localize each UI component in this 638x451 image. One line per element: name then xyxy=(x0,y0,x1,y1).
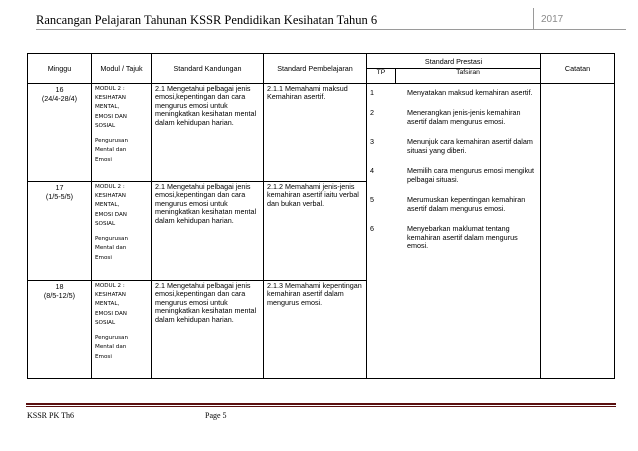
modul-cell xyxy=(92,84,152,182)
tafsiran-text: Merumuskan kepentingan kemahiran asertif dalam mengurus emosi. xyxy=(407,195,526,213)
kandungan-cell: 2.1 Mengetahui pelbagai jenis emosi,kepentingan dan cara mengurus emosi untuk meningkatkan kesihatan mental dalam kehidupan harian. xyxy=(152,281,264,379)
modul-line: MODUL 2 : xyxy=(95,283,125,289)
modul-line: Mental dan xyxy=(95,147,127,154)
tafsiran-text: Menyatakan maksud kemahiran asertif. xyxy=(407,88,533,97)
header-pembelajaran: Standard Pembelajaran xyxy=(264,54,367,84)
header-year: 2017 xyxy=(541,14,564,25)
pembelajaran-cell: 2.1.3 Memahami kepentingan kemahiran asertif dalam mengurus emosi. xyxy=(264,281,367,379)
tafsiran-text: Menunjuk cara kemahiran asertif dalam situasi yang diberi. xyxy=(407,137,533,155)
header-prestasi: Standard Prestasi xyxy=(367,54,541,69)
modul-line: Emosi xyxy=(95,353,112,360)
tafsiran-item xyxy=(370,225,537,250)
tafsiran-item xyxy=(370,196,537,213)
tp-level: 1 xyxy=(370,88,374,97)
page-header xyxy=(10,0,635,33)
header-minggu: Minggu xyxy=(28,54,92,84)
week-cell xyxy=(28,84,92,182)
modul-line: EMOSI DAN xyxy=(95,113,127,120)
catatan-cell xyxy=(541,84,615,379)
table-header-row xyxy=(28,54,615,69)
footer-rule xyxy=(26,403,616,405)
tafsiran-text: Memilih cara mengurus emosi mengikut pelbagai situasi. xyxy=(407,166,535,184)
pembelajaran-cell: 2.1.2 Memahami jenis-jenis kemahiran asertif iaitu verbal dan bukan verbal. xyxy=(264,182,367,281)
modul-line: Pengurusan xyxy=(95,138,128,145)
modul-cell xyxy=(92,281,152,379)
week-cell xyxy=(28,281,92,379)
tp-level: 5 xyxy=(370,195,374,205)
week-number: 18 xyxy=(55,282,64,291)
header-catatan: Catatan xyxy=(541,54,615,84)
tafsiran-item xyxy=(370,109,537,126)
prestasi-cell xyxy=(367,84,541,379)
tp-level: 2 xyxy=(370,108,374,118)
tp-level: 4 xyxy=(370,166,374,176)
modul-line: KESIHATAN xyxy=(95,95,126,102)
week-dates: (24/4-28/4) xyxy=(41,94,78,103)
modul-line: Emosi xyxy=(95,254,112,261)
header-rule xyxy=(36,29,626,30)
modul-line: MENTAL, xyxy=(95,301,120,308)
modul-line: Pengurusan xyxy=(95,236,128,243)
modul-line: Mental dan xyxy=(95,344,127,351)
modul-line: SOSIAL xyxy=(95,319,116,326)
week-cell xyxy=(28,182,92,281)
modul-line: Mental dan xyxy=(95,245,127,252)
tafsiran-item xyxy=(370,89,537,97)
modul-line: Pengurusan xyxy=(95,335,128,342)
modul-line: MENTAL, xyxy=(95,202,120,209)
modul-cell xyxy=(92,182,152,281)
tafsiran-text: Menerangkan jenis-jenis kemahiran asertif dalam mengurus emosi. xyxy=(407,108,521,126)
modul-line: MENTAL, xyxy=(95,104,120,111)
tp-level: 3 xyxy=(370,137,374,147)
modul-line: SOSIAL xyxy=(95,122,116,129)
document-title: Rancangan Pelajaran Tahunan KSSR Pendidikan Kesihatan Tahun 6 xyxy=(36,13,378,27)
header-tafsiran: Tafsiran xyxy=(456,69,480,76)
modul-line: Emosi xyxy=(95,156,112,163)
modul-line: MODUL 2 : xyxy=(95,86,125,92)
header-separator xyxy=(533,8,534,30)
modul-line: EMOSI DAN xyxy=(95,211,127,218)
modul-line: KESIHATAN xyxy=(95,193,126,200)
tafsiran-item xyxy=(370,167,537,184)
header-kandungan: Standard Kandungan xyxy=(152,54,264,84)
week-number: 16 xyxy=(55,85,64,94)
header-tp: TP xyxy=(367,69,396,83)
week-dates: (8/5-12/5) xyxy=(43,291,76,300)
footer-rule-thin xyxy=(26,406,616,407)
modul-line: EMOSI DAN xyxy=(95,310,127,317)
tp-level: 6 xyxy=(370,224,374,234)
week-number: 17 xyxy=(55,183,64,192)
header-prestasi-sub xyxy=(367,69,541,84)
footer-label: KSSR PK Th6 xyxy=(27,411,74,420)
pembelajaran-cell: 2.1.1 Memahami maksud Kemahiran asertif. xyxy=(264,84,367,182)
kandungan-cell: 2.1 Mengetahui pelbagai jenis emosi,kepentingan dan cara mengurus emosi untuk meningkatkan kesihatan mental dalam kehidupan harian. xyxy=(152,84,264,182)
lesson-plan-table xyxy=(27,53,615,379)
modul-line: KESIHATAN xyxy=(95,292,126,299)
table-row xyxy=(28,84,615,182)
tafsiran-item xyxy=(370,138,537,155)
tafsiran-text: Menyebarkan maklumat tentang kemahiran asertif dalam mengurus emosi. xyxy=(407,224,518,251)
week-dates: (1/5-5/5) xyxy=(45,192,74,201)
modul-line: SOSIAL xyxy=(95,220,116,227)
header-modul: Modul / Tajuk xyxy=(92,54,152,84)
modul-line: MODUL 2 : xyxy=(95,184,125,190)
page-number: Page 5 xyxy=(205,411,227,420)
kandungan-cell: 2.1 Mengetahui pelbagai jenis emosi,kepentingan dan cara mengurus emosi untuk meningkatkan kesihatan mental dalam kehidupan harian. xyxy=(152,182,264,281)
